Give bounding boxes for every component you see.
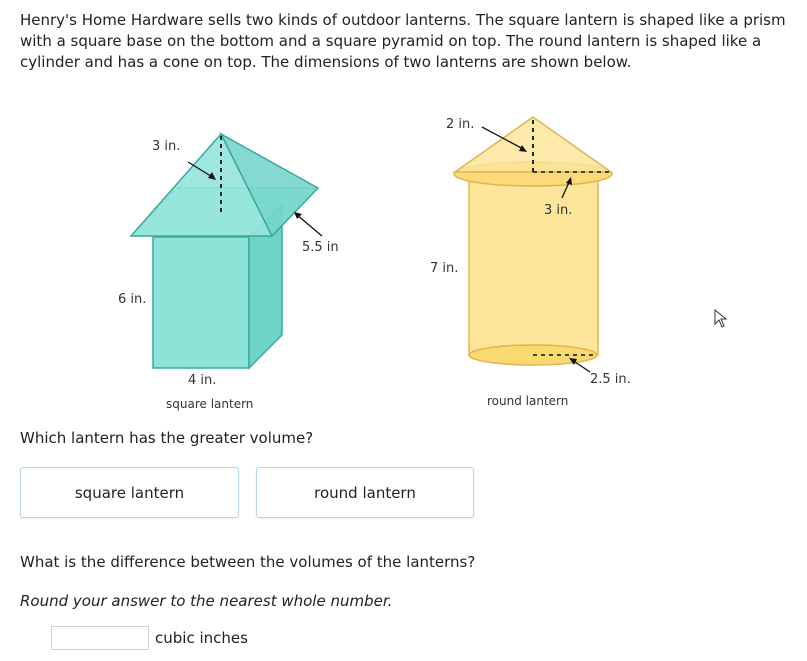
mouse-cursor-icon [714, 309, 728, 329]
round-lantern-caption: round lantern [487, 394, 569, 408]
round-lantern-choice-button[interactable]: round lantern [256, 467, 474, 518]
answer-row [51, 626, 248, 650]
answer-unit-label: cubic inches [155, 629, 248, 647]
pyramid-height-label: 3 in. [152, 139, 181, 154]
prism-height-label: 6 in. [118, 292, 147, 307]
square-lantern-choice-button[interactable]: square lantern [20, 467, 239, 518]
volume-difference-input[interactable] [51, 626, 149, 650]
base-side-label: 4 in. [188, 373, 217, 388]
question-greater-volume: Which lantern has the greater volume? [20, 429, 314, 447]
question-volume-difference: What is the difference between the volumes of the lanterns? [20, 553, 476, 571]
round-lantern-drawing [430, 117, 631, 408]
slant-pointer-arrow [297, 215, 322, 236]
lanterns-figure [0, 100, 807, 420]
square-lantern-drawing [118, 134, 339, 411]
cylinder-height-label: 7 in. [430, 261, 459, 276]
rounding-hint: Round your answer to the nearest whole number. [20, 592, 393, 610]
cone-height-label: 2 in. [446, 117, 475, 132]
square-lantern-caption: square lantern [166, 397, 254, 411]
cylinder-body [469, 175, 598, 355]
problem-intro: Henry's Home Hardware sells two kinds of outdoor lanterns. The square lantern is shaped like a prism with a square base on the bottom and a square pyramid on top. The round lantern is shaped like a cylinder and has a cone on top. The dimensions of two lanterns are shown below. [20, 11, 786, 71]
base-radius-label: 2.5 in. [590, 372, 631, 387]
slant-height-label: 5.5 in [302, 240, 339, 255]
prism-front-face [153, 237, 249, 368]
top-radius-label: 3 in. [544, 203, 573, 218]
